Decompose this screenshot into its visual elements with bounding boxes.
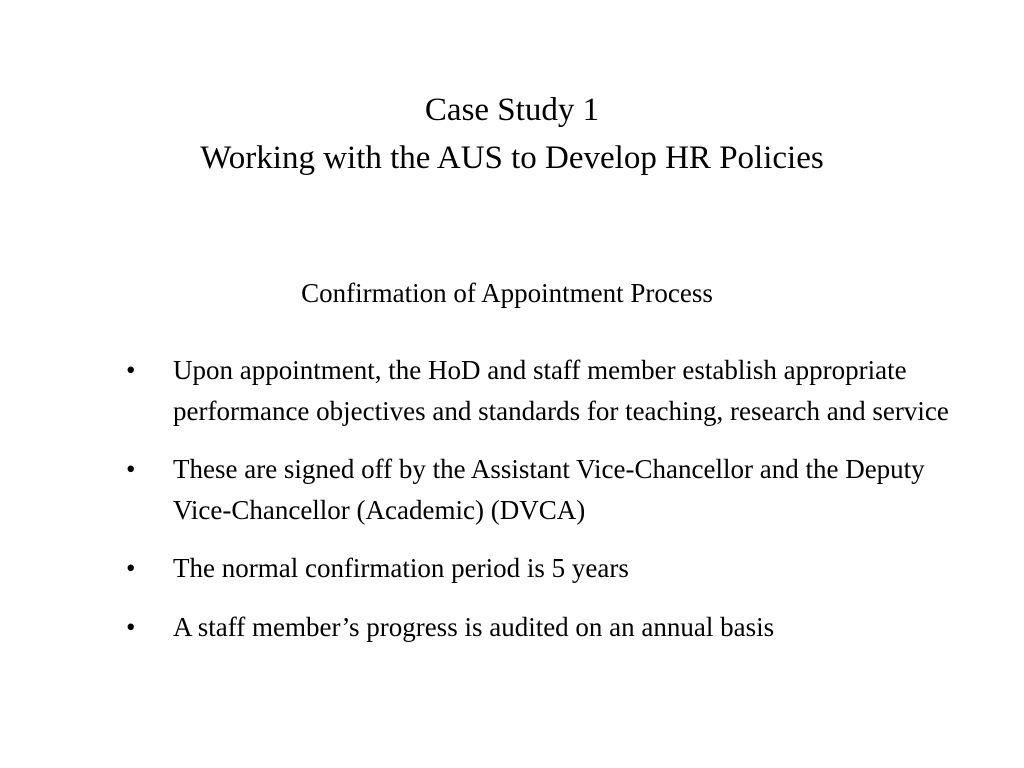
- bullet-item: [126, 548, 956, 589]
- bullet-text: A staff member’s progress is audited on an annual basis: [173, 611, 775, 642]
- slide-title: [0, 86, 1024, 182]
- title-line-2: Working with the AUS to Develop HR Policies: [200, 140, 824, 176]
- title-line-1: Case Study 1: [424, 92, 600, 128]
- bullet-list: [126, 350, 956, 665]
- bullet-item: [126, 350, 956, 431]
- bullet-icon: •: [126, 454, 136, 484]
- bullet-icon: •: [126, 553, 136, 583]
- bullet-item: [126, 607, 956, 648]
- bullet-text: The normal confirmation period is 5 years: [173, 553, 629, 583]
- bullet-icon: •: [126, 355, 136, 385]
- bullet-text: Upon appointment, the HoD and staff member establish appropriate performance objectives and standards for teaching, research and service: [173, 355, 949, 426]
- section-subtitle: Confirmation of Appointment Process: [301, 278, 713, 308]
- bullet-item: [126, 449, 956, 530]
- bullet-text: These are signed off by the Assistant Vice-Chancellor and the Deputy Vice-Chancellor (Academic) (DVCA): [173, 454, 925, 525]
- bullet-icon: •: [126, 611, 136, 642]
